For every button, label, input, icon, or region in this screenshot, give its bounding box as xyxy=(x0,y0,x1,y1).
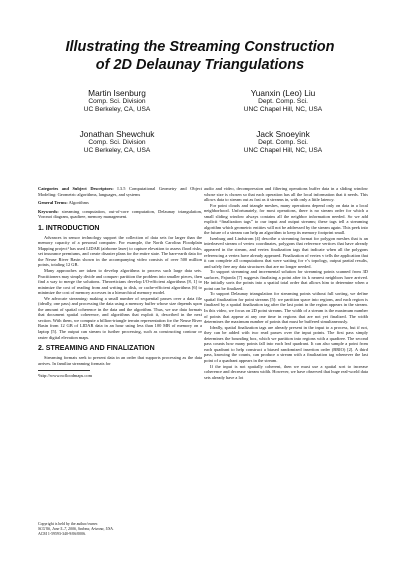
body-paragraph: audio and video, decompression and filtering operations buffer data in a sliding window whose size is chosen so that each operation has all the local information that it needs. This allows data to stream out as fast as it streams in, with only a little latency. xyxy=(204,186,368,203)
title-line-1: Illustrating the Streaming Construction xyxy=(65,39,335,55)
author-block-4 xyxy=(208,129,358,156)
author-institution: UNC Chapel Hill, NC, USA xyxy=(243,147,323,155)
terms-label: General Terms: xyxy=(38,200,68,206)
body-paragraph: To support Delaunay triangulation for streaming points without full sorting, we define spatial finalization for point streams [5]: we partition space into regions, and each region is finalized by a spatial finalization tag after the last point in the region appears in the stream. In this video, we focus on 2D point streams. The width of a stream is the maximum number of points that appear at any one time in regions that are not yet finalized. The width determines the maximum number of points that must be buffered simultaneously. xyxy=(204,291,368,325)
categories-label: Categories and Subject Descriptors: xyxy=(38,186,114,191)
section-2-paragraph: Streaming formats seek to present data in an order that supports processing as the data arrives. In familiar streaming formats for xyxy=(38,355,202,366)
general-terms xyxy=(38,200,202,206)
author-block-3 xyxy=(42,129,192,156)
intro-paragraph: Advances in sensor technology support the collection of data sets far larger than the memory capacity of a personal computer. For example, the North Carolina Floodplain Mapping project¹ has used LIDAR (airborne laser) to capture elevation to assess flood risks, set insurance premiums, and create disaster plans for the entire state. The bare-earth data for the Neuse River Basin shown in the accompanying video consists of over 500 million points, totaling 12 GB. xyxy=(38,234,202,268)
author-name: Martin Isenburg xyxy=(88,88,146,98)
author-block-1 xyxy=(42,88,192,115)
categories xyxy=(38,186,202,197)
terms-text: Algorithms xyxy=(68,200,89,206)
author-dept: Comp. Sci. Division xyxy=(88,139,146,146)
author-institution: UC Berkeley, CA, USA xyxy=(83,147,151,155)
body-paragraph: If the input is not spatially coherent, then we must use a spatial sort to increase coherence and decrease stream width. However, we have observed that huge real-world data sets already have a lot xyxy=(204,363,368,380)
body-paragraph: Ideally, spatial finalization tags are already present in the input to a process, but if not, they can be added with two read passes over the input points. The first pass simply determines the bounding box, which we partition into regions with a quadtree. The second pass counts how many points fall into each leaf quadrant. It can also sample a point from each quadrant to help construct a biased randomized insertion order (BRIO) [2]. A third pass, knowing the counts, can produce a stream with a finalization tag whenever the last point of a quadrant appears in the stream. xyxy=(204,324,368,363)
author-dept: Comp. Sci. Division xyxy=(88,98,146,105)
intro-paragraph: Many approaches are taken to develop algorithms to process such large data sets. Practitioners may simply divide and conquer: partition the problem into smaller pieces, then find a way to merge the solutions. Theoreticians develop I/O-efficient algorithms [8, 1] to minimize the cost of reading from and writing to disk, or cache-efficient algorithms [6] to minimize the cost of memory accesses in a hierarchical memory model. xyxy=(38,268,202,296)
body-paragraph: Isenburg and Lindstrom [4] describe a streaming format for polygon meshes that is an interleaved stream of vertex coordinates, polygons that reference vertices that have already appeared in the stream, and vertex finalization tags that indicate when all the polygons referencing a vertex have already appeared. Finalization of vertex v tells the application that it can complete all computations that were waiting for v’s topology, output partial results, and safely free any data structures that are no longer needed. xyxy=(204,235,368,269)
author-institution: UNC Chapel Hill, NC, USA xyxy=(243,106,323,114)
footnote-rule xyxy=(38,370,90,371)
keywords-text: streaming computation, out-of-core computation, Delaunay triangulation, Voronoi diagram, quadtree, memory management. xyxy=(38,208,202,220)
categories-text: I.3.5 Computational Geometry and Object Modeling: Geometric algorithms, languages, and systems xyxy=(38,186,202,197)
author-name: Yuanxin (Leo) Liu xyxy=(250,88,316,98)
right-column xyxy=(204,186,368,380)
author-dept: Dept. Comp. Sci. xyxy=(258,98,308,105)
title-line-2: of 2D Delaunay Triangulations xyxy=(95,57,305,73)
copyright-line: ACM 1-59593-340-9/06/0006. xyxy=(38,531,86,536)
keywords-label: Keywords: xyxy=(38,208,59,214)
body-paragraph: To support streaming and incremental solution for streaming points scanned from 3D surfaces, Pajarola [7] suggests finalizing a point after its k nearest neighbors have arrived. He initially sorts the points into a spatial total order that allows him to determine when a point can be finalized. xyxy=(204,269,368,291)
intro-paragraph: We advocate streaming: making a small number of sequential passes over a data file (ideally, one pass) and processing the data using a memory buffer whose size depends upon the amount of spatial coherence in the data and the algorithm. Thus, we use data formats that document spatial coherence, and algorithms that exploit it, described in the next section. With them, we compute a billion-triangle terrain representation for the Neuse River Basin from 12 GB of LIDAR data in an hour using less than 100 MB of memory on a laptop [5]. The output can stream to further processing, such as constructing contour or raster digital elevation maps. xyxy=(38,295,202,340)
author-dept: Dept. Comp. Sci. xyxy=(258,139,308,146)
author-block-2 xyxy=(208,88,358,115)
footnote: ¹http://www.ncfloodmaps.com xyxy=(38,373,93,379)
keywords xyxy=(38,209,202,220)
left-column xyxy=(38,186,202,379)
author-name: Jack Snoeyink xyxy=(256,129,310,139)
copyright-line: Copyright is held by the author/owner. xyxy=(38,522,99,526)
copyright-line: SCG'06, June 5–7, 2006, Sedona, Arizona, USA. xyxy=(38,526,114,531)
author-institution: UC Berkeley, CA, USA xyxy=(83,106,151,114)
section-2-heading: 2. STREAMING AND FINALIZATION xyxy=(38,345,155,353)
body-paragraph: For point clouds and triangle meshes, many operations depend only on data in a local neighborhood. Unfortunately, for most operations, there is no stream order for which a small sliding window always contains all the neighbor information needed. So we add explicit “finalization tags” to our input and output streams; these tags tell a streaming algorithm which geometric entities will not be addressed by the stream again. This peek into the future of a stream can help an algorithm to keep its memory footprint small. xyxy=(204,202,368,236)
section-1-heading: 1. INTRODUCTION xyxy=(38,224,100,232)
copyright-block xyxy=(38,522,202,536)
author-name: Jonathan Shewchuk xyxy=(79,129,155,139)
paper-title xyxy=(0,38,400,74)
